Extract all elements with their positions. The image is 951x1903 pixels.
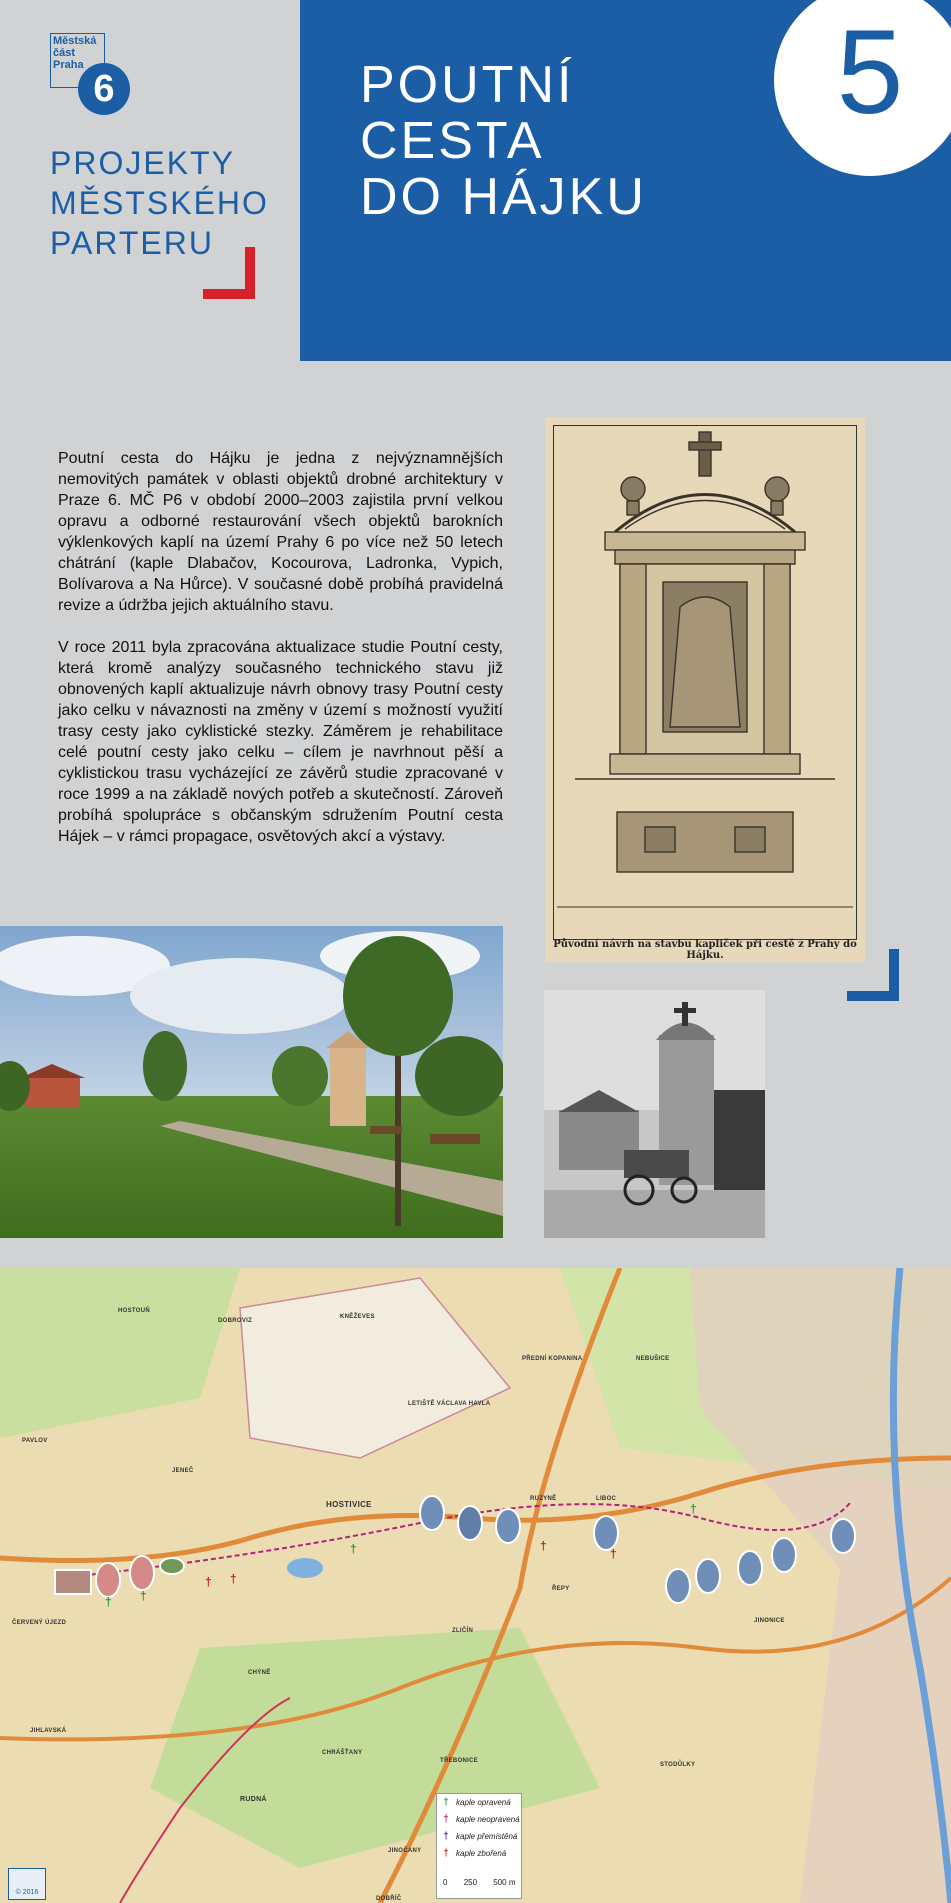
eu-badge <box>8 1868 46 1900</box>
legend-item <box>437 1828 521 1845</box>
svg-text:†: † <box>610 1547 617 1561</box>
sketch-frame <box>553 425 857 940</box>
svg-text:†: † <box>230 1572 237 1586</box>
svg-text:†: † <box>350 1542 357 1556</box>
logo-number: 6 <box>78 63 130 115</box>
map-label: RUZYNĚ <box>530 1496 557 1502</box>
map-label: CHRÁŠŤANY <box>322 1750 363 1756</box>
title-line-3: DO HÁJKU <box>360 168 647 226</box>
section-line-1: PROJEKTY <box>50 145 235 181</box>
legend-item <box>437 1794 521 1811</box>
park-photo <box>0 926 503 1238</box>
map-label: ZLIČÍN <box>452 1628 474 1634</box>
historical-photo <box>544 990 765 1238</box>
map-label: STODŮLKY <box>660 1762 696 1768</box>
sketch-caption: Původní návrh na stavbu kapliček při cestě z Prahy do Hájku. <box>553 939 857 961</box>
map-label: TŘEBONICE <box>440 1758 479 1764</box>
section-line-2: MĚSTSKÉHO <box>50 185 269 221</box>
map-label: HOSTIVICE <box>326 1500 372 1509</box>
map-label: JINONICE <box>754 1618 785 1624</box>
title-line-1: POUTNÍ <box>360 56 575 114</box>
svg-text:†: † <box>690 1502 697 1516</box>
cross-icon: † <box>443 1813 449 1825</box>
paragraph-1: Poutní cesta do Hájku je jedna z nejvýznamnějších nemovitých památek v oblasti objektů drobné architektury v Praze 6. MČ P6 v období 2000–2003 zajistila první velkou opravu a odborné restaurování všech objektů barokních výklenkových kaplí na území Prahy 6 po více než 50 letech chátrání (kaple Dlabačov, Kocourova, Ladronka, Vypich, Bolívarova a Na Hůrce). V současné době probíhá pravidelná revize a údržba jejich aktuálního stavu. <box>58 450 503 614</box>
copyright-text: © 2016 <box>15 1889 39 1896</box>
map-label: NEBUŠICE <box>636 1356 670 1362</box>
page-title <box>360 57 647 225</box>
mc-praha-6-logo <box>50 33 136 119</box>
header-panel <box>300 0 951 361</box>
route-map[interactable] <box>0 1268 951 1903</box>
map-label: LETIŠTĚ VÁCLAVA HAVLA <box>408 1401 491 1407</box>
title-line-2: CESTA <box>360 112 545 170</box>
body-text <box>58 448 503 868</box>
paragraph-2: V roce 2011 byla zpracována aktualizace studie Poutní cesty, která kromě analýzy současného technického stavu již obnovených kaplí aktualizuje návrh obnovy trasy Poutní cesty jako celku v návaznosti na změny v území s možností využití trasy cesty jako cyklistické stezky. Záměrem je rehabilitace celé poutní cesty jako celku – cílem je navrhnout pěší a cyklistickou trasu vycházející ze závěrů studie zpracované v roce 1999 a na základě nových potřeb a skutečností. Zároveň probíhá spolupráce s občanským sdružením Poutní cesta Hájek – v rámci propagace, osvětových akcí a výstavy. <box>58 639 503 845</box>
map-label: ŘEPY <box>552 1586 570 1592</box>
scale-0: 0 <box>443 1878 448 1887</box>
map-label: JINOČANY <box>388 1848 422 1854</box>
scale-250: 250 <box>463 1878 478 1887</box>
historical-sketch <box>545 417 865 962</box>
map-scale <box>443 1878 516 1887</box>
legend-label: kaple zbořená <box>456 1849 507 1858</box>
blue-corner-mark <box>847 949 899 1001</box>
panel-number: 5 <box>774 0 951 176</box>
cross-icon: † <box>443 1830 449 1842</box>
legend-label: kaple neopravená <box>456 1815 520 1824</box>
svg-text:†: † <box>540 1539 547 1553</box>
legend-item <box>437 1811 521 1828</box>
logo-line-3: Praha <box>53 59 84 71</box>
scale-500: 500 m <box>493 1878 516 1887</box>
map-label: KNĚŽEVES <box>340 1314 375 1320</box>
map-label: LIBOC <box>596 1496 617 1502</box>
map-label: DOBROVIZ <box>218 1318 253 1324</box>
logo-line-2: část <box>53 47 76 59</box>
map-label: ČERVENÝ ÚJEZD <box>12 1620 67 1626</box>
map-label: DOBŘÍČ <box>376 1896 402 1902</box>
legend-item <box>437 1845 521 1862</box>
svg-text:†: † <box>105 1595 112 1609</box>
map-legend <box>436 1793 522 1899</box>
svg-text:†: † <box>205 1575 212 1589</box>
map-label: JENEČ <box>172 1468 194 1474</box>
cross-icon: † <box>443 1847 449 1859</box>
map-label: PŘEDNÍ KOPANINA <box>522 1356 583 1362</box>
map-label: RUDNÁ <box>240 1796 267 1803</box>
map-label: HOSTOUŇ <box>118 1308 150 1314</box>
svg-text:†: † <box>140 1589 147 1603</box>
legend-label: kaple přemístěná <box>456 1832 518 1841</box>
map-label: CHÝNĚ <box>248 1670 271 1676</box>
section-heading <box>50 143 269 263</box>
logo-line-1: Městská <box>53 35 97 47</box>
map-label: JIHLAVSKÁ <box>30 1728 67 1734</box>
red-corner-mark <box>203 247 255 299</box>
cross-icon: † <box>443 1796 449 1808</box>
legend-label: kaple opravená <box>456 1798 511 1807</box>
section-line-3: PARTERU <box>50 225 214 261</box>
map-label: PAVLOV <box>22 1438 48 1444</box>
